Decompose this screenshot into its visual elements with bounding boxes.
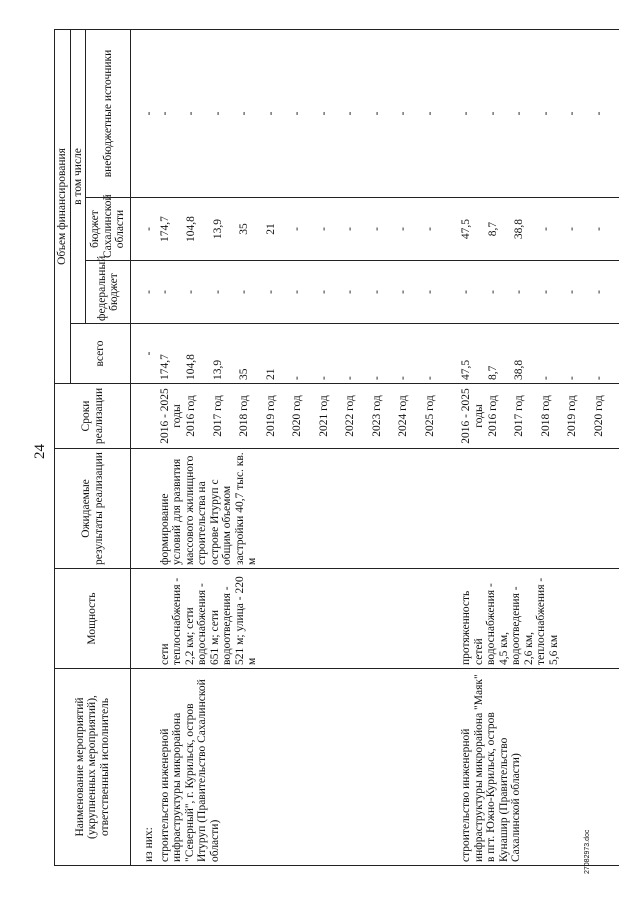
regional-cell: 47,5 8,7 38,8 - - - xyxy=(450,198,619,261)
regional-cell: 174,7 104,8 13,9 35 21 - - - - - - xyxy=(159,198,451,261)
measure-name: строительство инженерной инфраструктуры микрорайона "Северный", г. Курильск, остров Итуруп (Правительство Сахалинской области) xyxy=(159,669,451,866)
measure-capacity: сети теплоснабжения - 2,2 км; сети водоснабжения - 651 м; сети водоотведения - 521 м; улица - 220 м xyxy=(159,569,451,669)
footer-filename: 27082973.doc xyxy=(584,829,591,874)
total-cell: 174,7 104,8 13,9 35 21 - - - - - - xyxy=(159,324,451,384)
table-row-intro: из них: - - - - xyxy=(131,29,159,865)
header-terms: Сроки реализации xyxy=(55,384,131,449)
header-funding: Объем финансирования xyxy=(55,29,71,383)
total-cell: 47,5 8,7 38,8 - - - xyxy=(450,324,619,384)
offbudget-cell: - - - - - - xyxy=(450,29,619,197)
measure-results xyxy=(450,449,619,569)
terms-cell: 2016 - 2025 годы 2016 год 2017 год 2018 год 2019 год 2020 год 2021 год 2022 год 2023 год 2024 год 2025 год xyxy=(159,384,451,449)
measure-name: строительство инженерной инфраструктуры микрорайона "Маяк" в пгт. Южно-Курильск, остров Кунашир (Правительство Сахалинской области) xyxy=(450,669,619,866)
terms-cell: 2016 - 2025 годы 2016 год 2017 год 2018 год 2019 год 2020 год xyxy=(450,384,619,449)
rotated-page xyxy=(31,29,605,874)
federal-cell: - - - - - - xyxy=(450,261,619,324)
header-capacity: Мощность xyxy=(55,569,131,669)
offbudget-cell: - - - - - - - - - - - xyxy=(159,29,451,197)
header-results: Ожидаемые результаты реализации xyxy=(55,449,131,569)
header-offbudget: внебюджетные источники xyxy=(86,29,131,197)
federal-cell: - - - - - - - - - - - xyxy=(159,261,451,324)
measure-results: формирование условий для развития массового жилищного строительства на острове Итуруп с общим объемом застройки 40,7 тыс. кв. м xyxy=(159,449,451,569)
measure-capacity: протяженность сетей водоснабжения - 4,5 км, водоотведения - 2,6 км, теплоснабжения - 5,6 км xyxy=(450,569,619,669)
table-row xyxy=(450,29,619,865)
funding-table xyxy=(54,29,619,866)
table-row xyxy=(159,29,451,865)
header-name: Наименование мероприятий (укрупненных мероприятий), ответственный исполнитель xyxy=(55,669,131,866)
intro-label: из них: xyxy=(131,669,159,866)
header-federal: федеральный бюджет xyxy=(86,261,131,324)
header-regional: бюджет Сахалинской области xyxy=(86,198,131,261)
page-number: 24 xyxy=(32,444,48,459)
header-total: всего xyxy=(70,324,131,384)
header-including: в том числе xyxy=(70,29,86,323)
